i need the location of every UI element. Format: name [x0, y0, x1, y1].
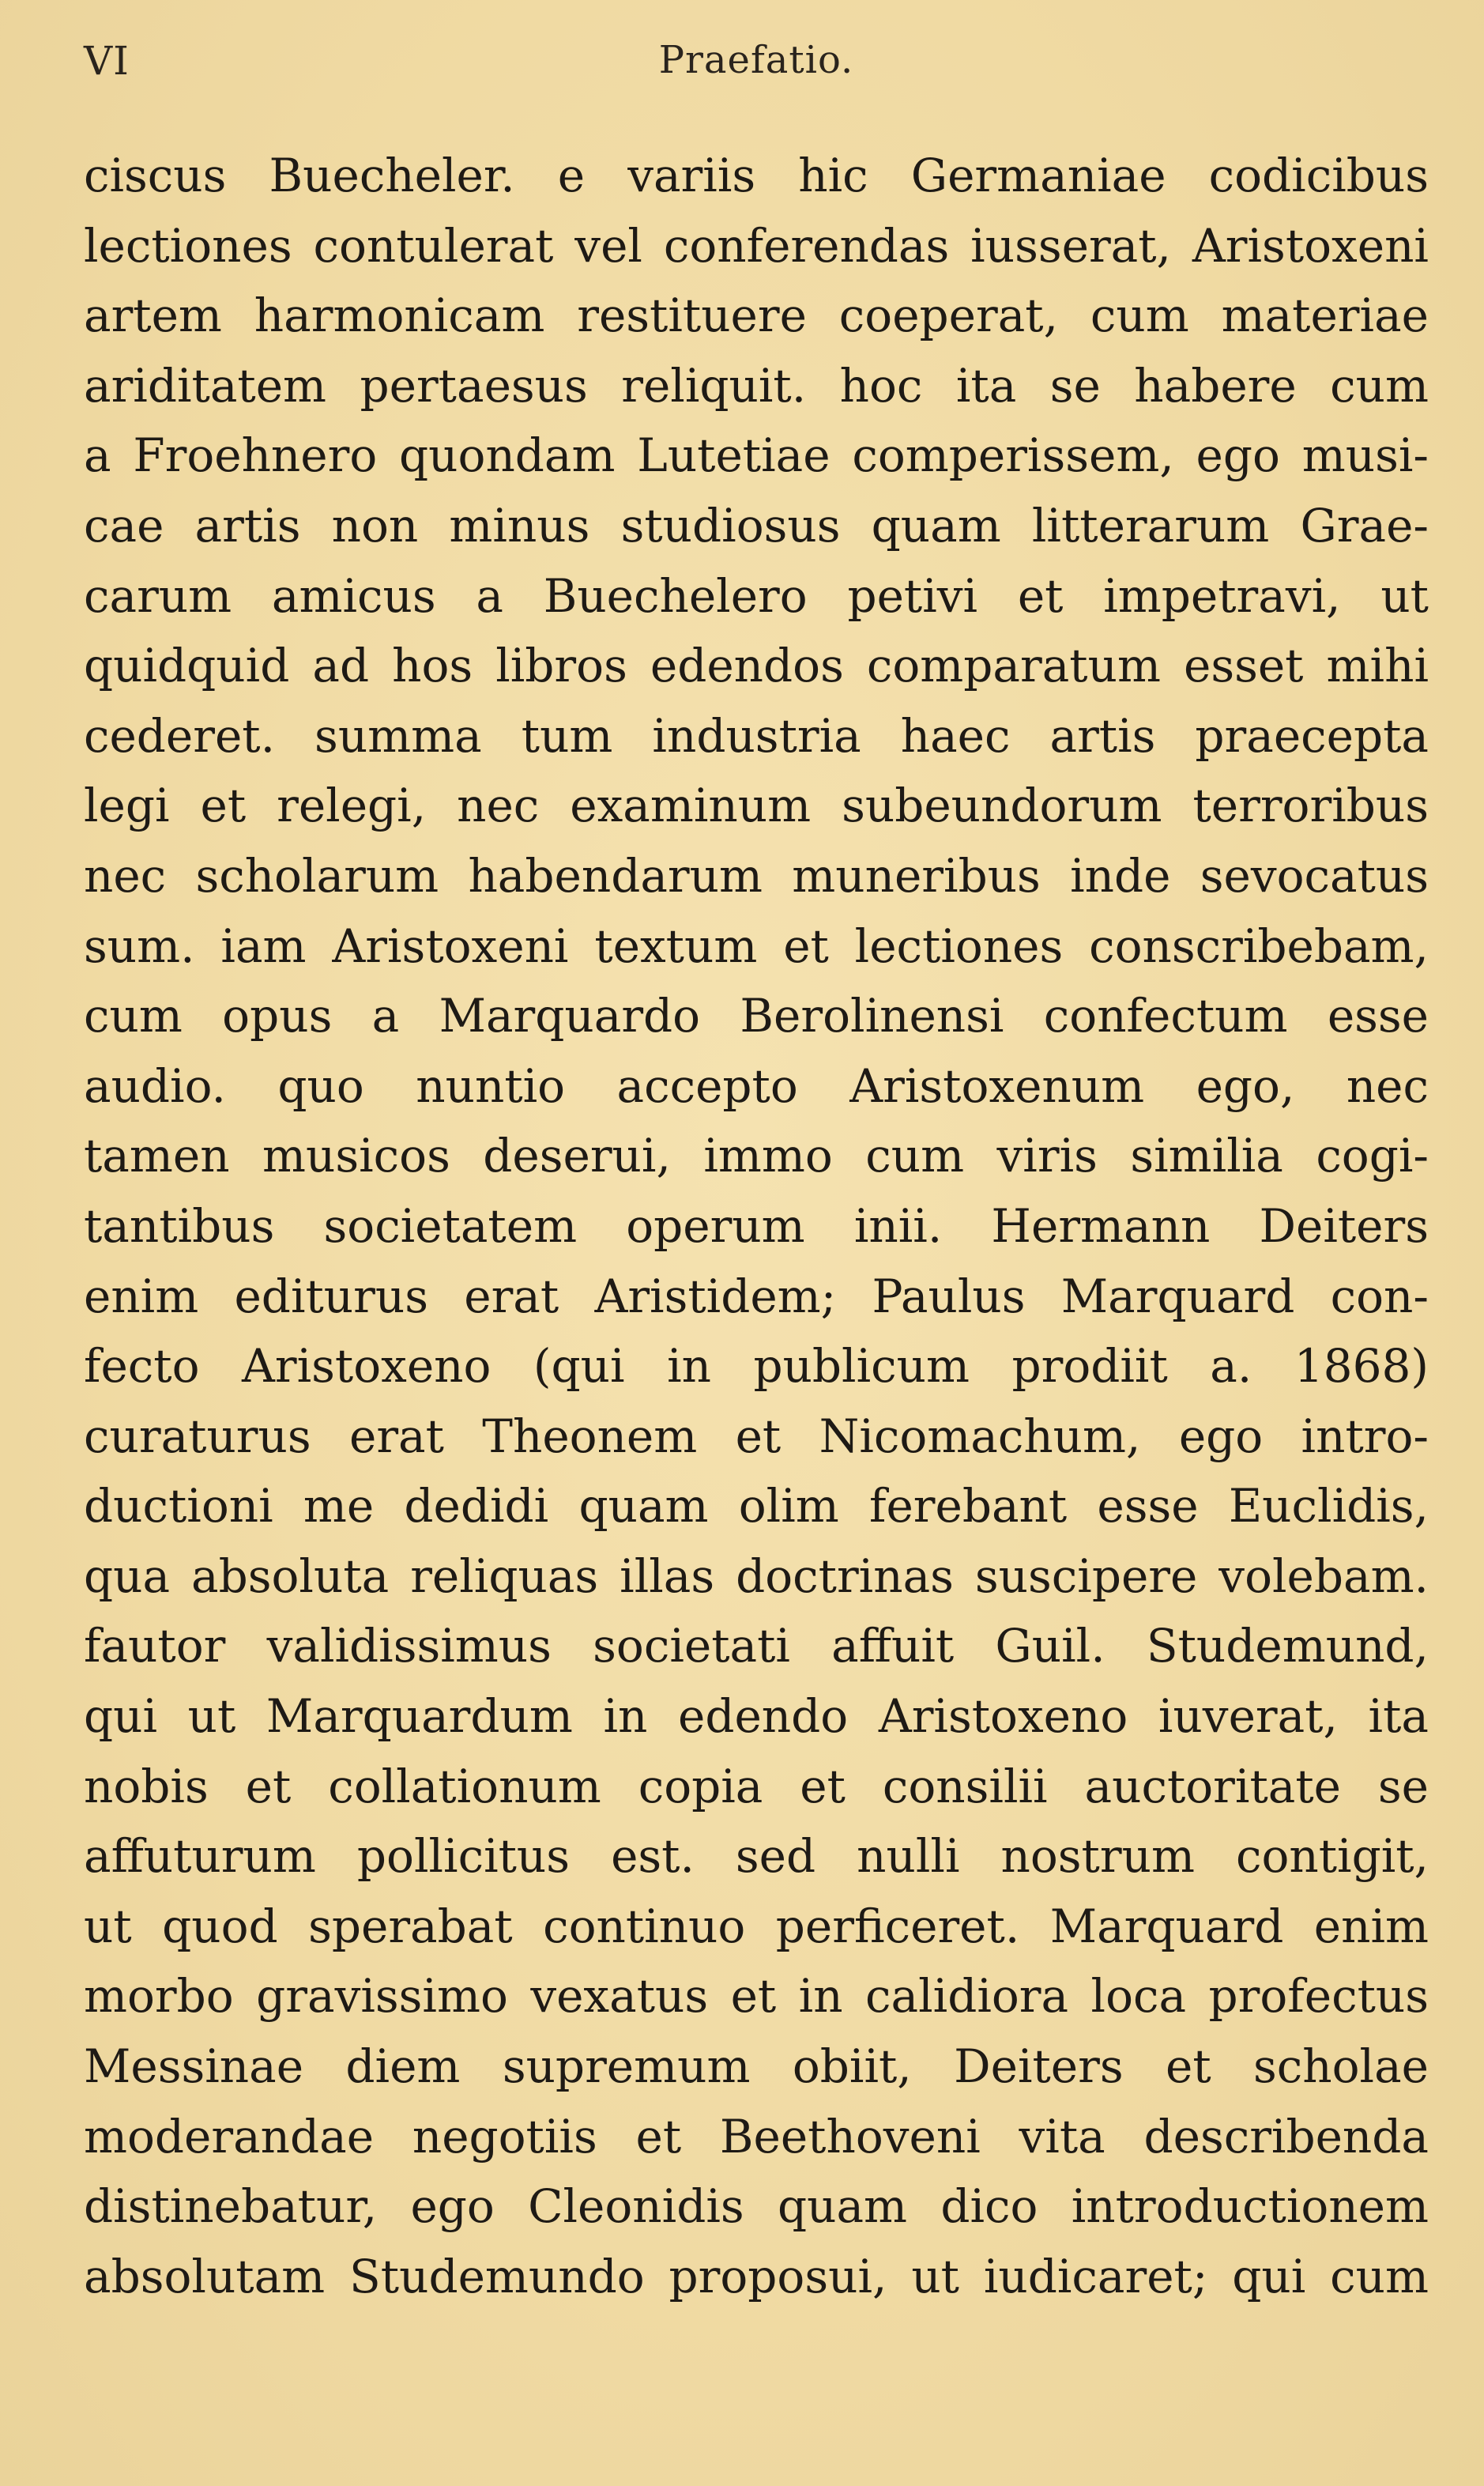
text-line: cum opus a Marquardo Berolinensi confectum esse [84, 989, 1429, 1043]
text-line: nec scholarum habendarum muneribus inde sevocatus [84, 848, 1429, 903]
text-line: affuturum pollicitus est. sed nulli nostrum contigit, [84, 1829, 1429, 1884]
text-line: absolutam Studemundo proposui, ut iudicaret; qui cum [84, 2249, 1429, 2303]
text-line: tamen musicos deserui, immo cum viris similia cogi- [84, 1129, 1429, 1183]
text-line: lectiones contulerat vel conferendas iusserat, Aristoxeni [84, 218, 1429, 273]
text-line: audio. quo nuntio accepto Aristoxenum ego, nec [84, 1058, 1429, 1113]
text-line: cederet. summa tum industria haec artis praecepta [84, 708, 1429, 763]
page-number: VI [84, 38, 130, 84]
text-line: qua absoluta reliquas illas doctrinas suscipere volebam. [84, 1549, 1429, 1603]
text-line: artem harmonicam restituere coeperat, cum materiae [84, 289, 1429, 343]
text-line: sum. iam Aristoxeni textum et lectiones conscribebam, [84, 919, 1429, 973]
text-line: distinebatur, ego Cleonidis quam dico introductionem [84, 2179, 1429, 2234]
text-line: nobis et collationum copia et consilii auctoritate se [84, 1759, 1429, 1813]
text-line: tantibus societatem operum inii. Hermann Deiters [84, 1198, 1429, 1253]
text-line: ductioni me dedidi quam olim ferebant esse Euclidis, [84, 1479, 1429, 1533]
body-text [84, 141, 1429, 2311]
text-line: quidquid ad hos libros edendos comparatum esset mihi [84, 639, 1429, 693]
text-line: fautor validissimus societati affuit Guil. Studemund, [84, 1619, 1429, 1673]
text-line: moderandae negotiis et Beethoveni vita describenda [84, 2109, 1429, 2163]
text-line: enim editurus erat Aristidem; Paulus Marquard con- [84, 1269, 1429, 1323]
text-line: morbo gravissimo vexatus et in calidiora loca profectus [84, 1969, 1429, 2024]
text-line: ut quod sperabat continuo perficeret. Marquard enim [84, 1899, 1429, 1953]
text-line: Messinae diem supremum obiit, Deiters et scholae [84, 2039, 1429, 2094]
text-line: qui ut Marquardum in edendo Aristoxeno iuverat, ita [84, 1689, 1429, 1744]
text-line: fecto Aristoxeno (qui in publicum prodiit a. 1868) [84, 1339, 1429, 1394]
page-header [84, 38, 1429, 93]
text-line: cae artis non minus studiosus quam litterarum Grae- [84, 498, 1429, 553]
text-line: curaturus erat Theonem et Nicomachum, ego intro- [84, 1409, 1429, 1463]
text-line: carum amicus a Buechelero petivi et impetravi, ut [84, 568, 1429, 623]
text-line: a Froehnero quondam Lutetiae comperissem, ego musi- [84, 428, 1429, 483]
running-head: Praefatio. [658, 38, 854, 82]
text-line: ciscus Buecheler. e variis hic Germaniae codicibus [84, 149, 1429, 202]
text-line: ariditatem pertaesus reliquit. hoc ita se habere cum [84, 358, 1429, 413]
text-line: legi et relegi, nec examinum subeundorum terroribus [84, 779, 1429, 833]
